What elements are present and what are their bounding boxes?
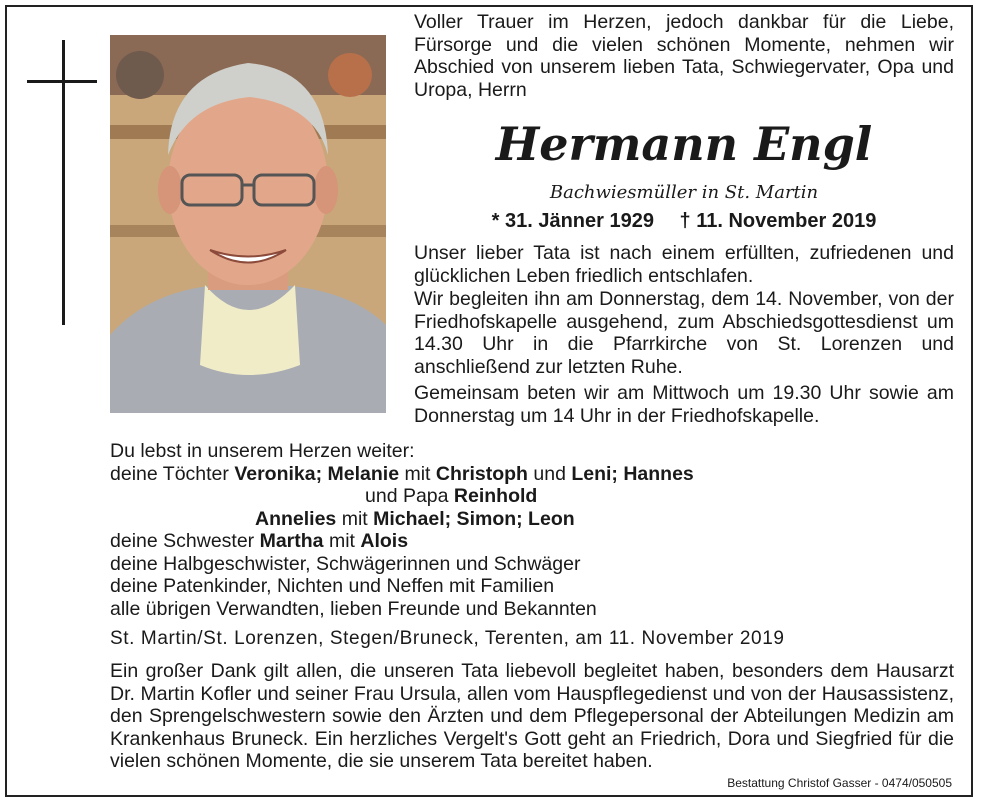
family-list bbox=[110, 440, 970, 620]
family-line-godchildren: deine Patenkinder, Nichten und Neffen mit Familien bbox=[110, 575, 555, 597]
portrait-illustration bbox=[110, 35, 386, 413]
life-dates bbox=[414, 208, 954, 234]
portrait-photo bbox=[110, 35, 386, 413]
place-and-date: St. Martin/St. Lorenzen, Stegen/Bruneck, Terenten, am 11. November 2019 bbox=[110, 628, 785, 649]
deceased-subtitle: Bachwiesmüller in St. Martin bbox=[549, 182, 819, 203]
family-line-daughters: deine Töchter Veronika; Melanie mit Christoph und Leni; Hannes bbox=[110, 462, 694, 485]
paragraph-peaceful: Unser lieber Tata ist nach einem erfüllten, zufriedenen und glücklichen Leben friedlich entschlafen. bbox=[414, 242, 954, 287]
family-line-papa: und Papa Reinhold bbox=[365, 485, 538, 507]
family-line-relatives: alle übrigen Verwandten, lieben Freunde und Bekannten bbox=[110, 597, 597, 620]
intro-text: Voller Trauer im Herzen, jedoch dankbar für die Liebe, Fürsorge und die vielen schönen Momente, nehmen wir Abschied von unserem lieben Tata, Schwiegervater, Opa und Uropa, Herrn bbox=[414, 11, 954, 101]
funeral-home-credit: Bestattung Christof Gasser - 0474/050505 bbox=[727, 776, 952, 790]
cross-horizontal-bar bbox=[27, 80, 97, 83]
family-line-sister: deine Schwester Martha mit Alois bbox=[110, 530, 409, 552]
thanks-text: Ein großer Dank gilt allen, die unseren Tata liebevoll begleitet haben, besonders dem Hausarzt Dr. Martin Kofler und seiner Frau Ursula, allen vom Hauspflegedienst und von der Hausassistenz, den Sprengelschwestern sowie den Ärzten und dem Pflegepersonal der Abteilungen Medizin am Krankenhaus Bruneck. Ein herzliches Vergelt's Gott geht an Friedrich, Dora und Siegfried für die vielen schönen Momente, die sie unserem Tata bereitet haben. bbox=[110, 660, 954, 772]
paragraph-funeral: Wir begleiten ihn am Donnerstag, dem 14. November, von der Friedhofskapelle ausgehend, zum Abschiedsgottesdienst um 14.30 Uhr in die Pfarrkirche von St. Lorenzen und anschließend zur letzten Ruhe. bbox=[414, 288, 954, 378]
birth-date: * 31. Jänner 1929 bbox=[491, 210, 654, 232]
family-line-grandchildren: Annelies mit Michael; Simon; Leon bbox=[255, 507, 575, 530]
deceased-name: Hermann Engl bbox=[495, 117, 873, 171]
family-line-halfsiblings: deine Halbgeschwister, Schwägerinnen und Schwäger bbox=[110, 552, 581, 575]
paragraph-prayer: Gemeinsam beten wir am Mittwoch um 19.30 Uhr sowie am Donnerstag um 14 Uhr in der Friedhofskapelle. bbox=[414, 382, 954, 427]
death-date: † 11. November 2019 bbox=[679, 210, 877, 232]
family-lead: Du lebst in unserem Herzen weiter: bbox=[110, 440, 415, 462]
